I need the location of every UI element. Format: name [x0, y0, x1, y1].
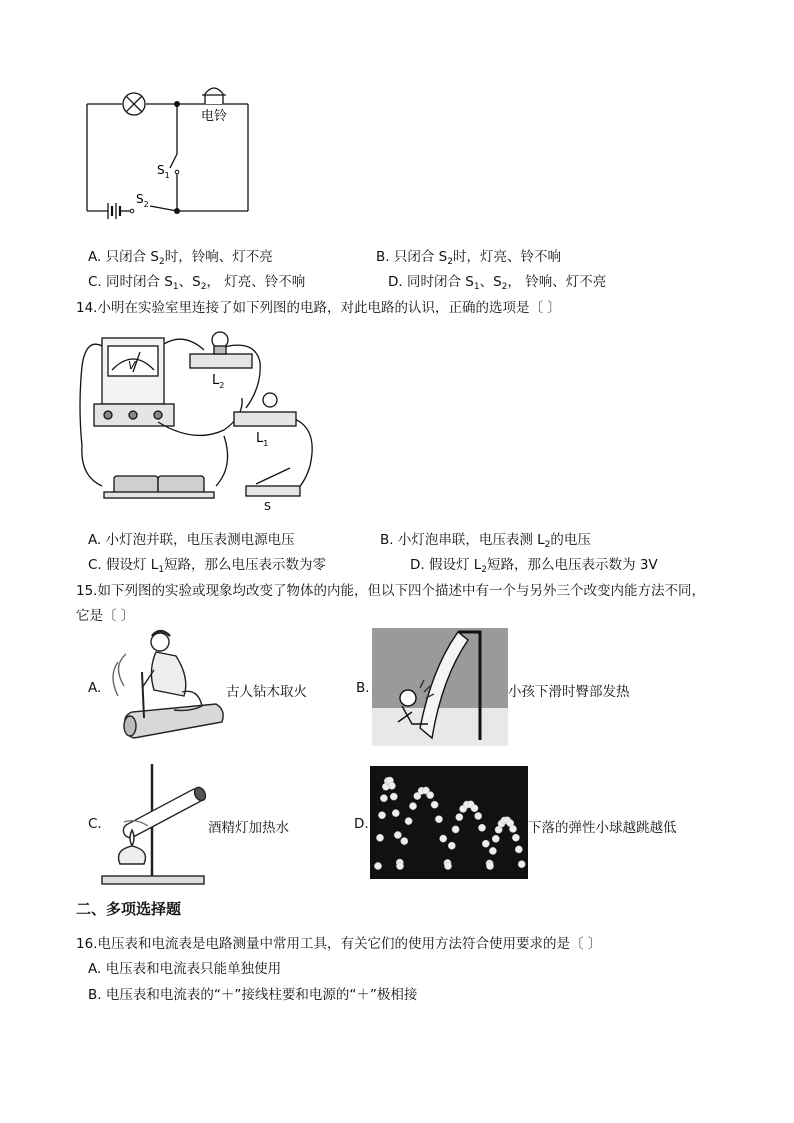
l2-label: $L_2$ — [212, 373, 225, 390]
option-text: 、S — [178, 274, 201, 290]
q16-stem: 16.电压表和电流表是电路测量中常用工具，有关它们的使用方法符合使用要求的是〔 〕 — [76, 936, 602, 952]
ball — [518, 861, 525, 868]
ball — [396, 862, 403, 869]
option-text: 假设灯 L — [106, 557, 159, 573]
option-text: 假设灯 L — [428, 557, 482, 573]
option-text: 电压表和电流表只能单独使用 — [105, 961, 282, 977]
ball — [390, 793, 397, 800]
option-text: 短路，那么电压表示数为零 — [164, 557, 327, 573]
caveman-drilling-fire-image — [104, 626, 224, 746]
q15-stem-line2: 它是〔 〕 — [76, 608, 135, 624]
ball — [489, 847, 496, 854]
ball — [431, 801, 438, 808]
ball — [405, 818, 412, 825]
junction-dot-top — [174, 101, 180, 107]
switch-label: S — [264, 500, 271, 513]
ball — [486, 862, 493, 869]
subscript: 2 — [447, 257, 453, 267]
bouncing-balls-image — [370, 766, 528, 879]
q15-option-d-caption: 下落的弹性小球越跳越低 — [528, 820, 677, 836]
q16-option-b[interactable] — [88, 983, 417, 1003]
q13-option-c[interactable] — [88, 270, 305, 292]
ball — [409, 803, 416, 810]
option-letter: B. — [88, 987, 102, 1003]
s1-label: $S_1$ — [157, 163, 170, 180]
option-text: ， 灯亮、铃不响 — [206, 274, 306, 290]
ball — [452, 826, 459, 833]
subscript: 2 — [544, 540, 551, 550]
ball — [492, 835, 499, 842]
option-letter: A. — [88, 961, 102, 977]
q14-option-b[interactable] — [380, 528, 591, 550]
ball — [401, 838, 408, 845]
section-title: 二、多项选择题 — [76, 900, 182, 918]
q13-option-a[interactable] — [88, 245, 273, 267]
q15-stem-line1: 15.如下列图的实验或现象均改变了物体的内能，但以下四个描述中有一个与另外三个改变内能方法不同， — [76, 583, 705, 599]
q15-option-a-caption: 古人钻木取火 — [226, 684, 307, 700]
ball — [478, 824, 485, 831]
option-text: 同时闭合 S — [106, 274, 173, 290]
option-text: 短路，那么电压表示数为 3V — [487, 557, 658, 573]
q14-option-d[interactable] — [410, 553, 658, 575]
subscript: 1 — [158, 565, 165, 575]
ball — [456, 814, 463, 821]
q15-option-c-caption: 酒精灯加热水 — [208, 820, 289, 836]
alcohol-lamp-heating-water-image — [100, 760, 206, 886]
ball — [380, 795, 387, 802]
ball — [512, 834, 519, 841]
ball — [440, 835, 447, 842]
q15-option-b-caption: 小孩下滑时臀部发热 — [508, 684, 630, 700]
ball — [482, 840, 489, 847]
l1-label: $L_1$ — [256, 431, 269, 448]
option-text: 时，灯亮、铃不响 — [452, 249, 561, 265]
option-letter: B. — [376, 249, 390, 265]
option-letter: C. — [88, 274, 102, 290]
q14-option-a[interactable] — [88, 528, 295, 548]
q14-option-c[interactable] — [88, 553, 326, 575]
ball — [475, 812, 482, 819]
option-letter: A. — [88, 532, 102, 548]
option-text: 电压表和电流表的“＋”接线柱要和电源的“＋”极相接 — [105, 987, 418, 1003]
option-text: 小灯泡并联，电压表测电源电压 — [105, 532, 295, 548]
subscript: 2 — [200, 282, 207, 292]
ball — [394, 831, 401, 838]
voltmeter-label: V — [128, 359, 136, 372]
ball — [376, 834, 383, 841]
option-letter: D. — [410, 557, 425, 573]
subscript: 1 — [172, 282, 179, 292]
subscript: 2 — [501, 282, 508, 292]
ball — [392, 810, 399, 817]
junction-dot-bottom — [174, 208, 180, 214]
child-on-slide-image — [372, 628, 508, 746]
option-text: 的电压 — [550, 532, 591, 548]
q13-circuit-diagram — [84, 82, 254, 218]
option-text: 时，铃响、灯不亮 — [164, 249, 273, 265]
option-text: 只闭合 S — [393, 249, 448, 265]
ball — [435, 816, 442, 823]
option-letter: D. — [388, 274, 403, 290]
subscript: 2 — [481, 565, 488, 575]
q15-option-d-letter[interactable]: D. — [354, 816, 369, 832]
subscript: 2 — [158, 257, 165, 267]
q15-option-a-letter[interactable]: A. — [88, 680, 102, 696]
option-text: 、S — [479, 274, 502, 290]
option-text: 同时闭合 S — [406, 274, 474, 290]
ball — [515, 846, 522, 853]
option-text: 只闭合 S — [105, 249, 159, 265]
ball — [509, 825, 516, 832]
option-letter: C. — [88, 557, 102, 573]
ball — [448, 842, 455, 849]
ball — [427, 792, 434, 799]
option-letter: B. — [380, 532, 394, 548]
ball — [388, 782, 395, 789]
q15-option-c-letter[interactable]: C. — [88, 816, 102, 832]
option-text: ， 铃响、灯不亮 — [507, 274, 607, 290]
subscript: 1 — [473, 282, 480, 292]
q14-circuit-photo — [74, 326, 324, 514]
ball — [471, 805, 478, 812]
option-text: 小灯泡串联，电压表测 L — [397, 532, 545, 548]
s2-label: $S_2$ — [136, 192, 149, 209]
q13-option-b[interactable] — [376, 245, 561, 267]
ball — [374, 862, 381, 869]
ball — [444, 862, 451, 869]
q13-option-d[interactable] — [388, 270, 606, 292]
q14-stem: 14.小明在实验室里连接了如下列图的电路，对此电路的认识，正确的选项是〔 〕 — [76, 300, 561, 316]
q15-option-b-letter[interactable]: B. — [356, 680, 370, 696]
ball — [378, 812, 385, 819]
q16-option-a[interactable] — [88, 957, 281, 977]
bell-label: 电铃 — [201, 109, 228, 124]
option-letter: A. — [88, 249, 102, 265]
